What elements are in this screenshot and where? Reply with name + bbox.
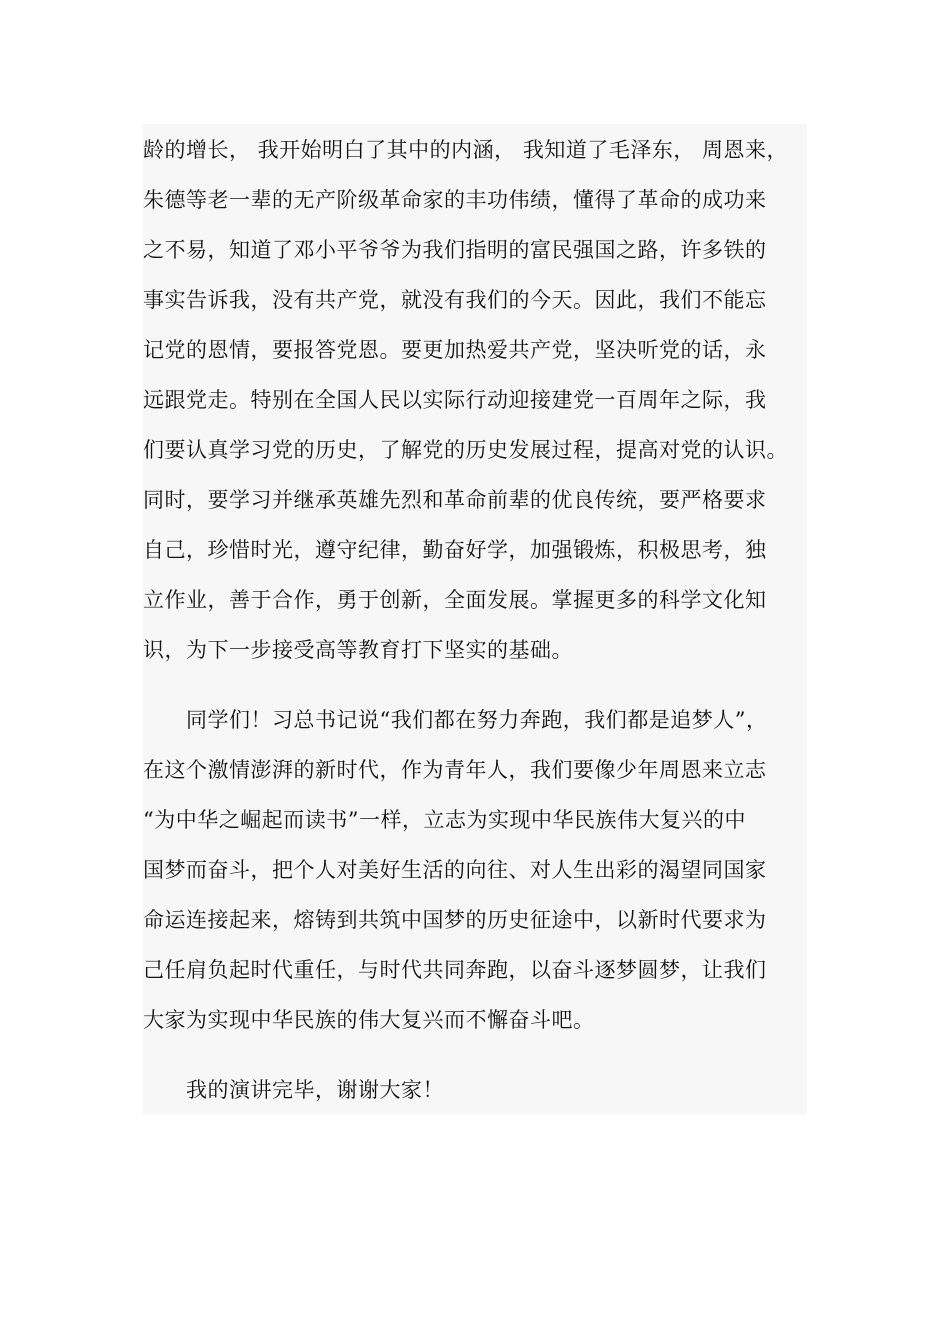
text-line: 识，为下一步接受高等教育打下坚实的基础。: [143, 638, 573, 662]
text-line: 事实告诉我，没有共产党，就没有我们的今天。因此，我们不能忘: [143, 288, 767, 312]
text-line: 己任肩负起时代重任，与时代共同奔跑，以奋斗逐梦圆梦，让我们: [143, 958, 767, 982]
text-line: 之不易，知道了邓小平爷爷为我们指明的富民强国之路，许多铁的: [143, 238, 767, 262]
text-line: 在这个激情澎湃的新时代，作为青年人，我们要像少年周恩来立志: [143, 758, 767, 782]
text-line: “为中华之崛起而读书”一样，立志为实现中华民族伟大复兴的中: [143, 808, 746, 832]
text-line: 龄的增长， 我开始明白了其中的内涵， 我知道了毛泽东， 周恩来，: [143, 138, 789, 162]
text-line: 远跟党走。特别在全国人民以实际行动迎接建党一百周年之际，我: [143, 388, 767, 412]
text-line: 国梦而奋斗，把个人对美好生活的向往、对人生出彩的渴望同国家: [143, 858, 767, 882]
text-line: 命运连接起来，熔铸到共筑中国梦的历史征途中，以新时代要求为: [143, 908, 767, 932]
text-line: 们要认真学习党的历史，了解党的历史发展过程，提高对党的认识。: [143, 438, 788, 462]
text-line: 立作业，善于合作，勇于创新，全面发展。掌握更多的科学文化知: [143, 588, 767, 612]
text-line: 我的演讲完毕，谢谢大家！: [143, 1078, 444, 1102]
text-line: 同时，要学习并继承英雄先烈和革命前辈的优良传统，要严格要求: [143, 488, 767, 512]
text-line: 大家为实现中华民族的伟大复兴而不懈奋斗吧。: [143, 1008, 595, 1032]
text-line: 记党的恩情，要报答党恩。要更加热爱共产党，坚决听党的话，永: [143, 338, 767, 362]
text-line: 同学们！习总书记说“我们都在努力奔跑，我们都是追梦人”，: [143, 708, 768, 732]
text-line: 朱德等老一辈的无产阶级革命家的丰功伟绩，懂得了革命的成功来: [143, 188, 767, 212]
text-line: 自己，珍惜时光，遵守纪律，勤奋好学，加强锻炼，积极思考，独: [143, 538, 767, 562]
